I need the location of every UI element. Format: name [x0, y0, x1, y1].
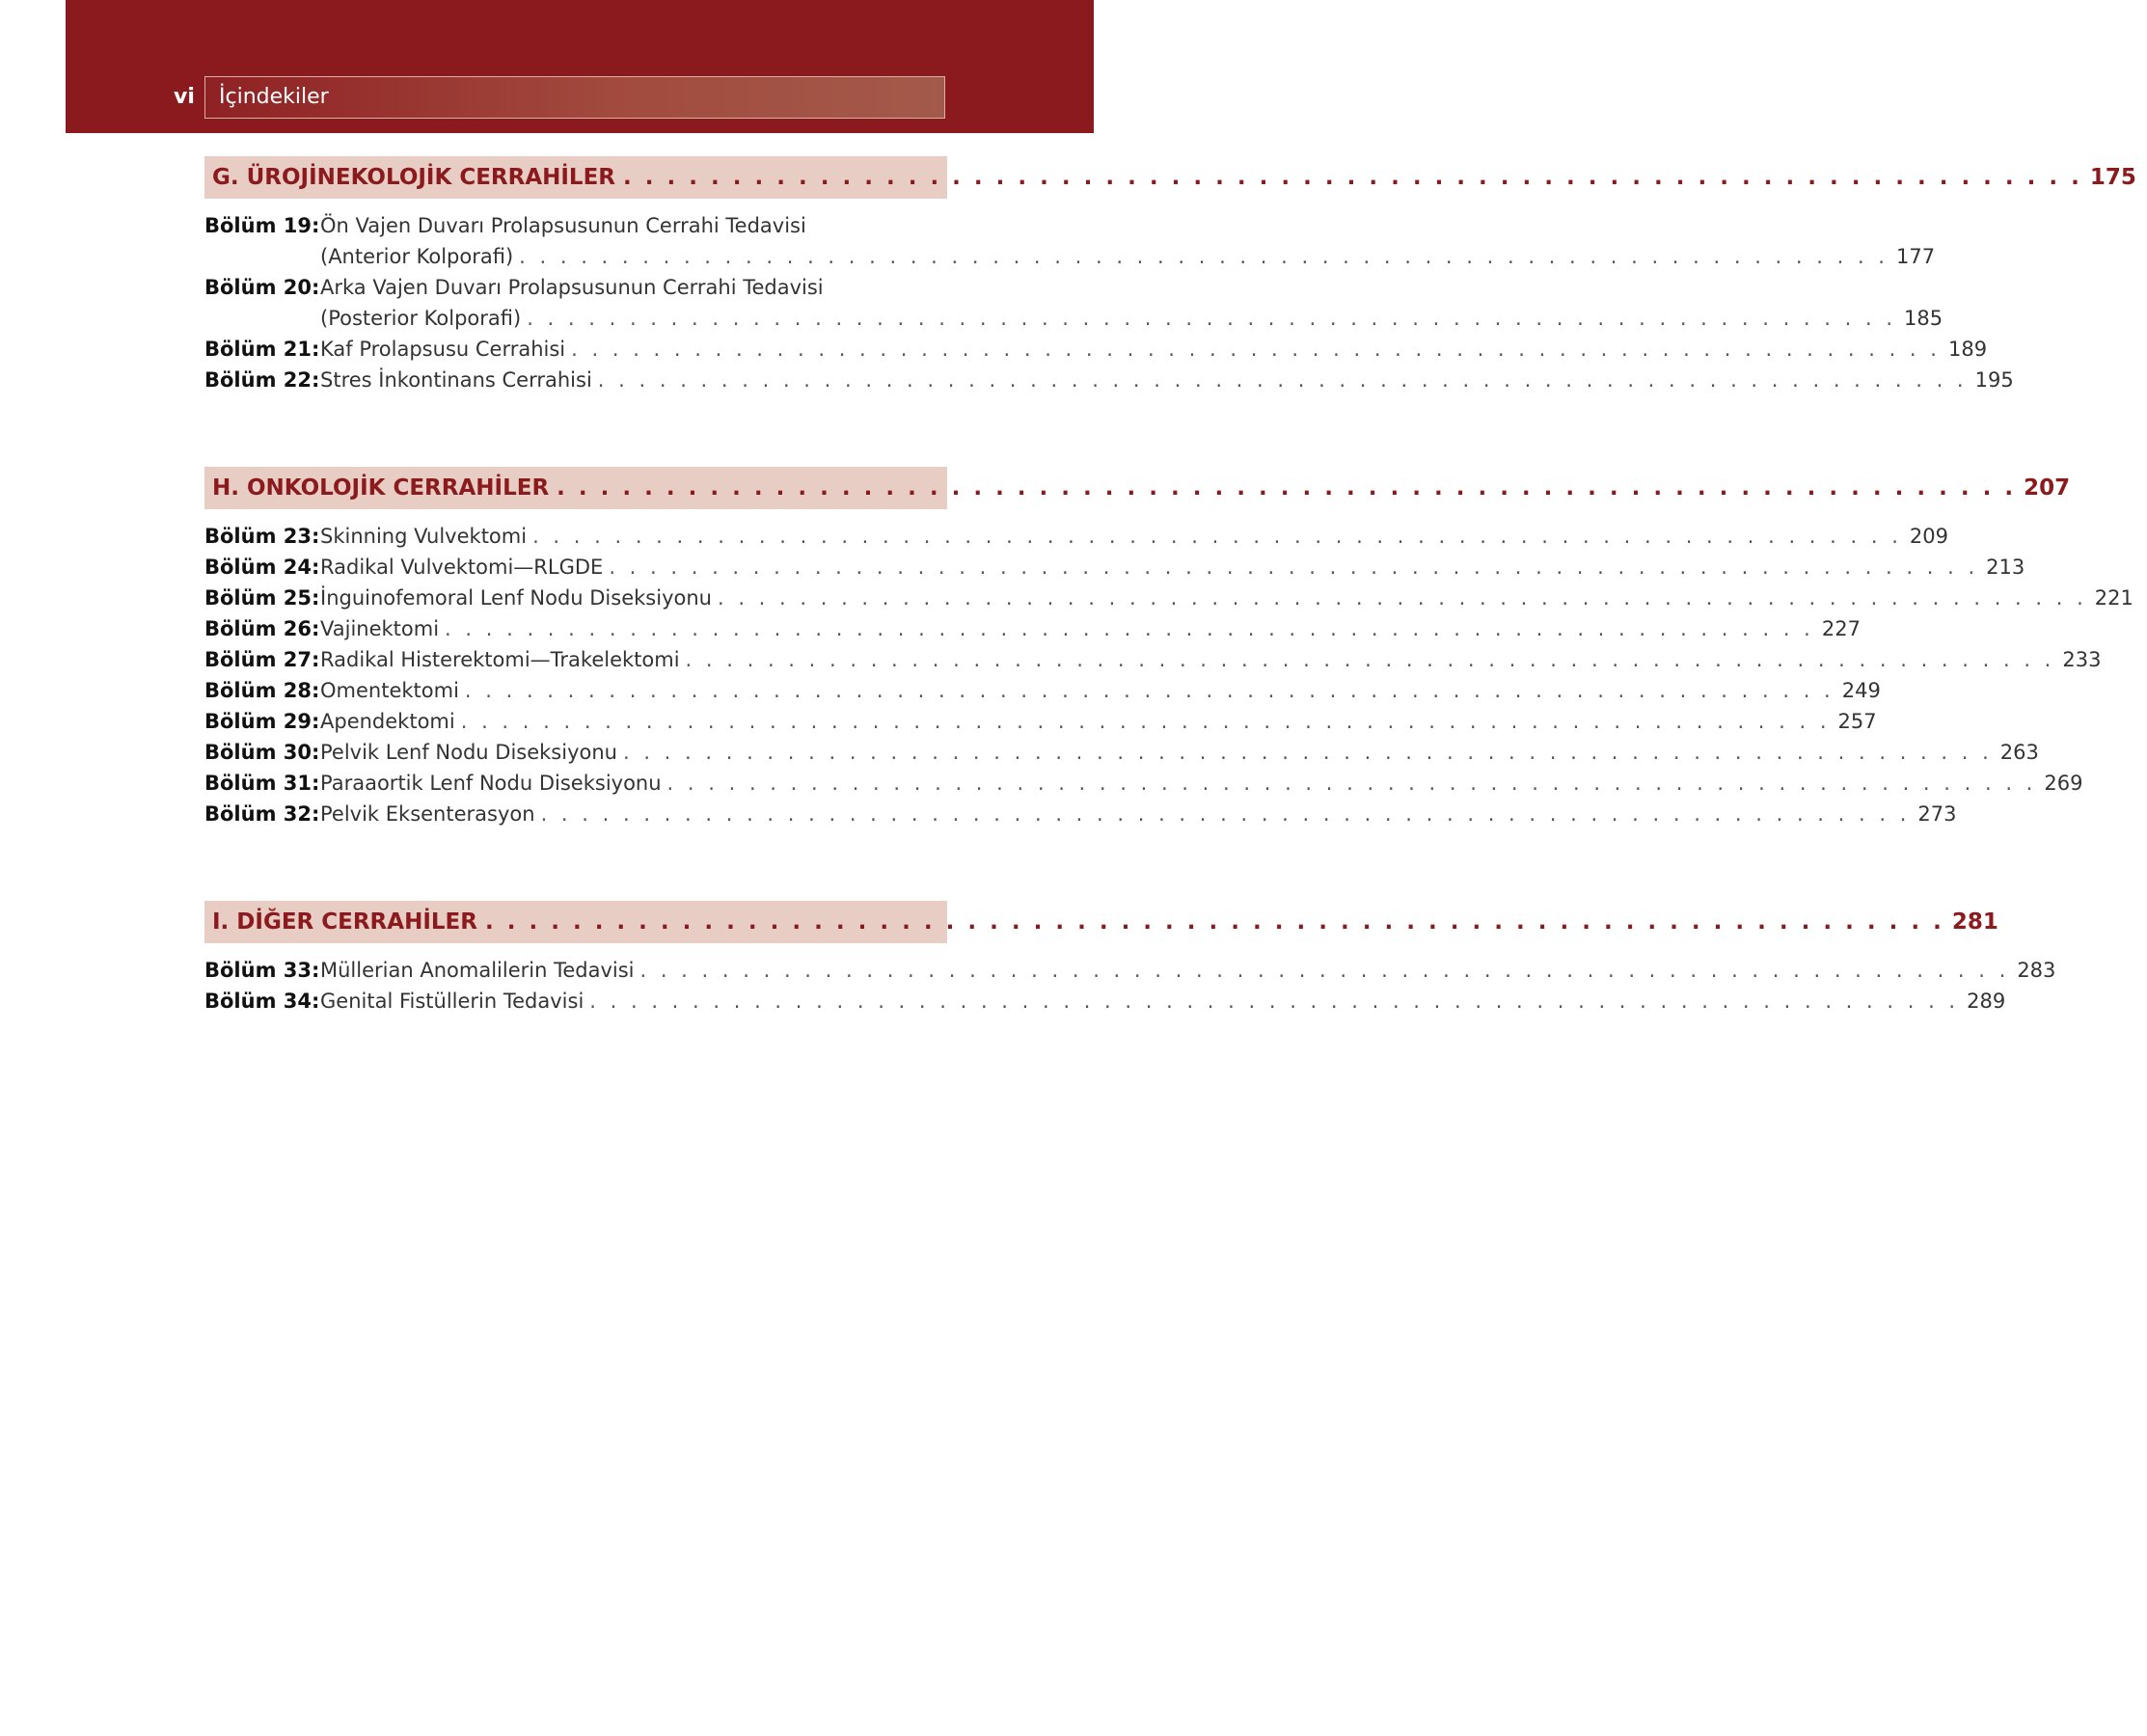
- section-heading[interactable]: [204, 901, 1998, 943]
- chapter-page: 221: [2094, 586, 2133, 610]
- running-title: İçindekiler: [219, 85, 329, 109]
- section-title: H. ONKOLOJİK CERRAHİLER: [212, 475, 550, 501]
- chapter-entry[interactable]: [204, 706, 1877, 737]
- dot-leader: . . . . . . . . . . . . . . . . . . . . . . . . . . . . . . . . . . . . . . . . . . . . . . . . . . . . . . . . . . . . . . . . . . .: [571, 338, 1941, 361]
- chapter-title: Pelvik Eksenterasyon: [320, 802, 535, 826]
- dot-leader: . . . . . . . . . . . . . . . . . . . . . . . . . . . . . . . . . . . . . . . . . . . . . . . . . . . . . . . . . . . . . . . . . . .: [527, 307, 1897, 330]
- chapter-title: Genital Fistüllerin Tedavisi: [320, 990, 584, 1013]
- running-title-box: [204, 76, 945, 119]
- chapter-title: Pelvik Lenf Nodu Diseksiyonu: [320, 741, 617, 764]
- chapter-page: 249: [1841, 679, 1881, 702]
- chapter-entry[interactable]: [204, 955, 2056, 986]
- section-title: I. DİĞER CERRAHİLER: [212, 909, 477, 935]
- chapter-page: 185: [1904, 307, 1943, 330]
- chapter-title: Paraaortik Lenf Nodu Diseksiyonu: [320, 772, 662, 795]
- dot-leader: . . . . . . . . . . . . . . . . . . . . . . . . . . . . . . . . . . . . . . . . . . . . . . . . . . . . . . . . . . . . . . . . . . .: [445, 617, 1814, 640]
- chapter-title: İnguinofemoral Lenf Nodu Diseksiyonu: [320, 586, 712, 610]
- dot-leader: . . . . . . . . . . . . . . . . . . . . . . . . . . . . . . . . . . . . . . . . . . . . . . . . . . . . . . . . . . . . . . . . . . .: [623, 165, 2082, 190]
- dot-leader: . . . . . . . . . . . . . . . . . . . . . . . . . . . . . . . . . . . . . . . . . . . . . . . . . . . . . . . . . . . . . . . . . . .: [460, 710, 1831, 733]
- chapter-page: 283: [2017, 959, 2056, 982]
- chapter-label: Bölüm 27:: [204, 648, 320, 671]
- section-page: 175: [2089, 165, 2136, 190]
- chapter-label: Bölüm 31:: [204, 772, 320, 795]
- chapter-entry[interactable]: [204, 986, 2006, 1017]
- chapter-entry[interactable]: [204, 737, 2039, 768]
- toc-section: [204, 901, 2056, 1017]
- chapter-entry[interactable]: [204, 613, 1861, 644]
- chapter-label: Bölüm 32:: [204, 802, 320, 826]
- chapter-label: Bölüm 26:: [204, 617, 320, 640]
- chapter-title: Omentektomi: [320, 679, 459, 702]
- chapter-page: 195: [1974, 368, 2014, 392]
- page-number: vi: [174, 85, 195, 109]
- chapter-label: Bölüm 30:: [204, 741, 320, 764]
- chapter-entry[interactable]: [204, 272, 1943, 334]
- chapter-entry[interactable]: [204, 768, 2083, 799]
- dot-leader: . . . . . . . . . . . . . . . . . . . . . . . . . . . . . . . . . . . . . . . . . . . . . . . . . . . . . . . . . . . . . . . . . . .: [609, 556, 1979, 579]
- chapter-label: Bölüm 22:: [204, 368, 320, 392]
- chapter-entry[interactable]: [204, 675, 1881, 706]
- chapter-label: Bölüm 20:: [204, 276, 320, 299]
- chapter-label: Bölüm 21:: [204, 338, 320, 361]
- chapter-label: Bölüm 23:: [204, 525, 320, 548]
- dot-leader: . . . . . . . . . . . . . . . . . . . . . . . . . . . . . . . . . . . . . . . . . . . . . . . . . . . . . . . . . . . . . . . . . . .: [464, 679, 1834, 702]
- dot-leader: . . . . . . . . . . . . . . . . . . . . . . . . . . . . . . . . . . . . . . . . . . . . . . . . . . . . . . . . . . . . . . . . . . .: [666, 772, 2037, 795]
- chapter-title: Arka Vajen Duvarı Prolapsusunun Cerrahi Tedavisi: [320, 276, 824, 299]
- chapter-page: 257: [1837, 710, 1877, 733]
- dot-leader: . . . . . . . . . . . . . . . . . . . . . . . . . . . . . . . . . . . . . . . . . . . . . . . . . . . . . . . . . . . . . . . . . . .: [639, 959, 2010, 982]
- chapter-title: Apendektomi: [320, 710, 455, 733]
- chapter-title: Vajinektomi: [320, 617, 440, 640]
- chapter-entry[interactable]: [204, 365, 2014, 395]
- dot-leader: . . . . . . . . . . . . . . . . . . . . . . . . . . . . . . . . . . . . . . . . . . . . . . . . . . . . . . . . . . . . . . . . . . .: [717, 586, 2087, 610]
- chapter-label: Bölüm 29:: [204, 710, 320, 733]
- chapter-label: Bölüm 28:: [204, 679, 320, 702]
- chapter-page: 233: [2062, 648, 2102, 671]
- chapter-title: Ön Vajen Duvarı Prolapsusunun Cerrahi Tedavisi: [320, 214, 806, 237]
- dot-leader: . . . . . . . . . . . . . . . . . . . . . . . . . . . . . . . . . . . . . . . . . . . . . . . . . . . . . . . . . . . . . . . . . . .: [557, 475, 2017, 501]
- section-title: G. ÜROJİNEKOLOJİK CERRAHİLER: [212, 165, 616, 190]
- chapter-page: 209: [1909, 525, 1948, 548]
- chapter-title: Radikal Vulvektomi—RLGDE: [320, 556, 604, 579]
- chapter-page: 263: [1999, 741, 2039, 764]
- chapter-page: 213: [1986, 556, 2025, 579]
- chapter-entry[interactable]: [204, 521, 1948, 552]
- chapter-entry[interactable]: [204, 552, 2025, 583]
- chapter-page: 289: [1967, 990, 2006, 1013]
- section-page: 281: [1951, 909, 1998, 935]
- chapter-page: 177: [1895, 245, 1936, 268]
- dot-leader: . . . . . . . . . . . . . . . . . . . . . . . . . . . . . . . . . . . . . . . . . . . . . . . . . . . . . . . . . . . . . . . . . . .: [519, 245, 1889, 268]
- chapter-title: (Anterior Kolporafi): [320, 245, 514, 268]
- dot-leader: . . . . . . . . . . . . . . . . . . . . . . . . . . . . . . . . . . . . . . . . . . . . . . . . . . . . . . . . . . . . . . . . . . .: [484, 909, 1944, 935]
- dot-leader: . . . . . . . . . . . . . . . . . . . . . . . . . . . . . . . . . . . . . . . . . . . . . . . . . . . . . . . . . . . . . . . . . . .: [540, 802, 1911, 826]
- dot-leader: . . . . . . . . . . . . . . . . . . . . . . . . . . . . . . . . . . . . . . . . . . . . . . . . . . . . . . . . . . . . . . . . . . .: [597, 368, 1968, 392]
- chapter-label: Bölüm 34:: [204, 990, 320, 1013]
- toc-section: [204, 467, 2133, 829]
- chapter-label: Bölüm 33:: [204, 959, 320, 982]
- dot-leader: . . . . . . . . . . . . . . . . . . . . . . . . . . . . . . . . . . . . . . . . . . . . . . . . . . . . . . . . . . . . . . . . . . .: [589, 990, 1960, 1013]
- chapter-page: 189: [1947, 338, 1988, 361]
- chapter-page: 227: [1821, 617, 1861, 640]
- chapter-entry[interactable]: [204, 799, 1957, 829]
- chapter-entry[interactable]: [204, 583, 2133, 613]
- chapter-list: [204, 210, 2014, 395]
- section-heading[interactable]: [204, 156, 2136, 199]
- chapter-title: (Posterior Kolporafi): [320, 307, 522, 330]
- chapter-entry[interactable]: [204, 210, 1936, 272]
- chapter-title: Kaf Prolapsusu Cerrahisi: [320, 338, 566, 361]
- dot-leader: . . . . . . . . . . . . . . . . . . . . . . . . . . . . . . . . . . . . . . . . . . . . . . . . . . . . . . . . . . . . . . . . . . .: [685, 648, 2055, 671]
- chapter-list: [204, 521, 2133, 829]
- chapter-label: Bölüm 25:: [204, 586, 320, 610]
- dot-leader: . . . . . . . . . . . . . . . . . . . . . . . . . . . . . . . . . . . . . . . . . . . . . . . . . . . . . . . . . . . . . . . . . . .: [622, 741, 1993, 764]
- chapter-title: Stres İnkontinans Cerrahisi: [320, 368, 592, 392]
- chapter-entry[interactable]: [204, 334, 1988, 365]
- chapter-page: 273: [1917, 802, 1957, 826]
- section-heading[interactable]: [204, 467, 2071, 509]
- section-page: 207: [2024, 475, 2071, 501]
- chapter-list: [204, 955, 2056, 1017]
- chapter-label: Bölüm 24:: [204, 556, 320, 579]
- chapter-title: Skinning Vulvektomi: [320, 525, 528, 548]
- chapter-label: Bölüm 19:: [204, 214, 320, 237]
- chapter-page: 269: [2044, 772, 2083, 795]
- chapter-title: Radikal Histerektomi—Trakelektomi: [320, 648, 680, 671]
- toc-section: [204, 156, 2136, 395]
- chapter-entry[interactable]: [204, 644, 2102, 675]
- chapter-title: Müllerian Anomalilerin Tedavisi: [320, 959, 635, 982]
- dot-leader: . . . . . . . . . . . . . . . . . . . . . . . . . . . . . . . . . . . . . . . . . . . . . . . . . . . . . . . . . . . . . . . . . . .: [532, 525, 1902, 548]
